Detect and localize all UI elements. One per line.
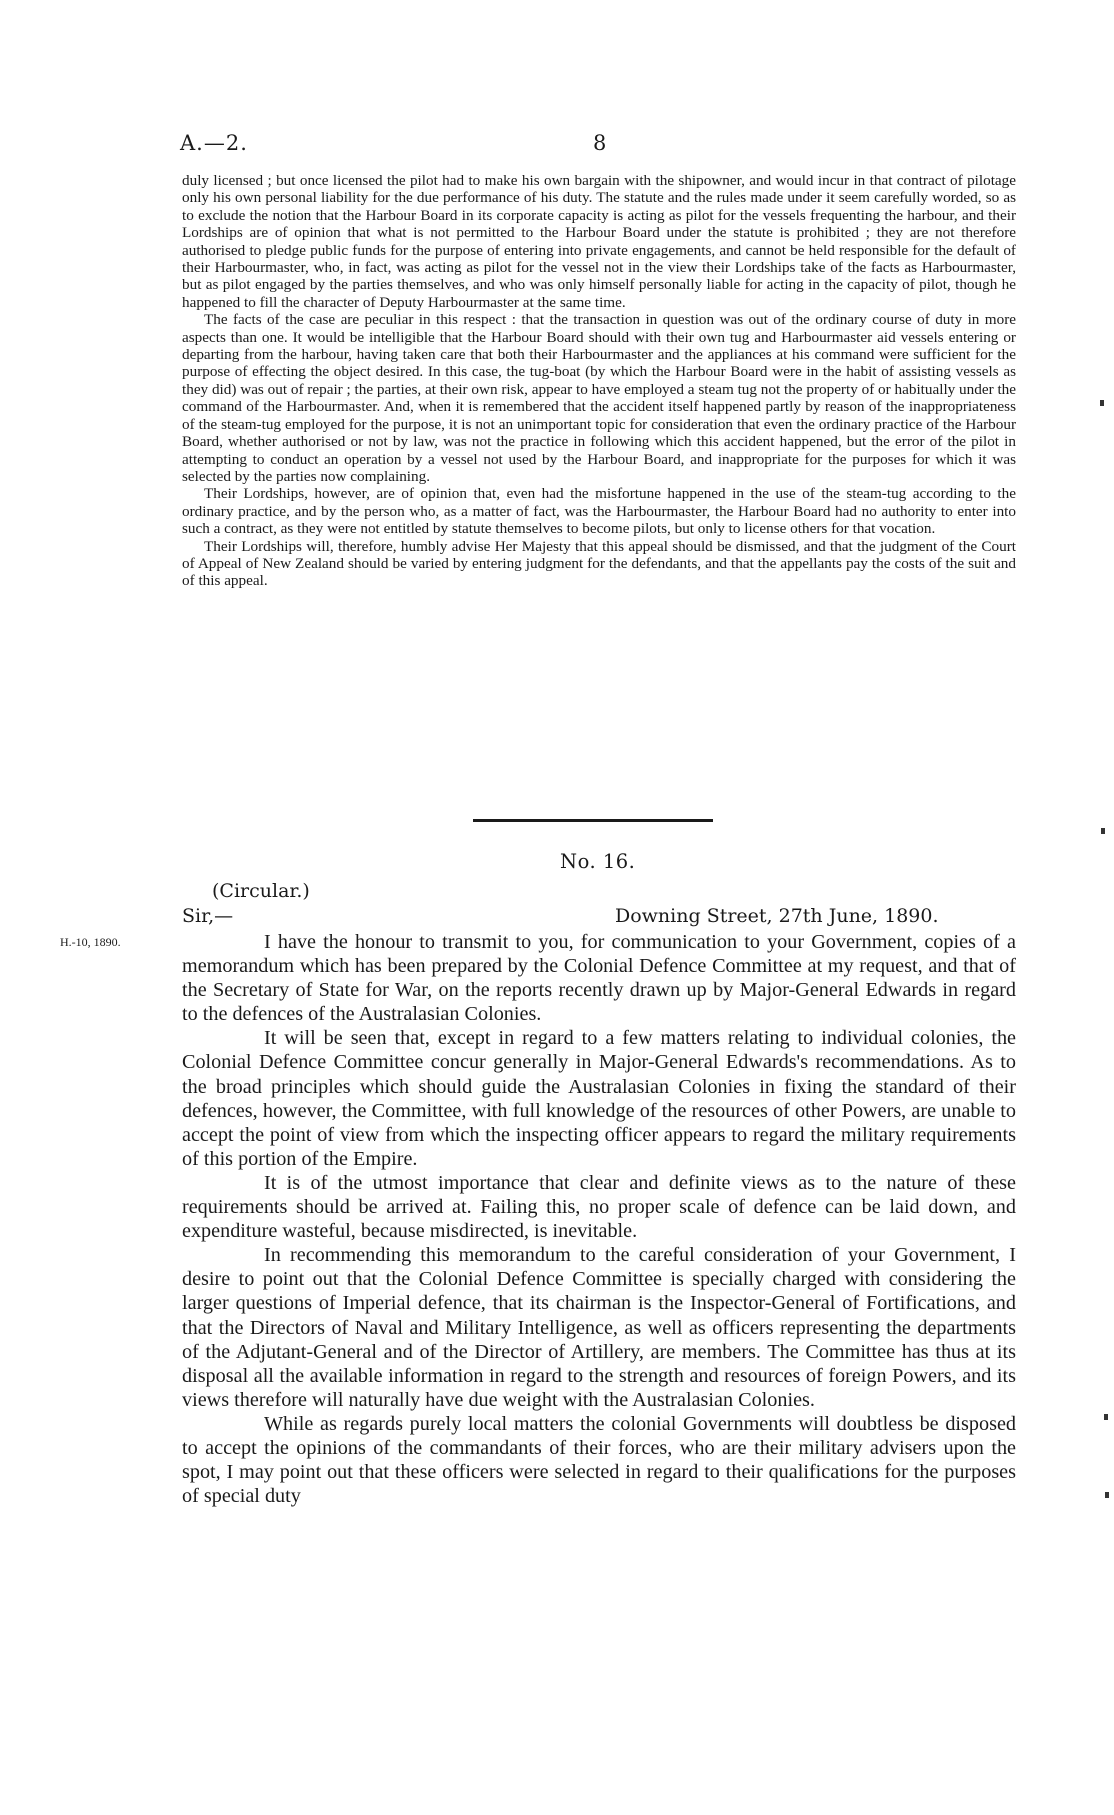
letter-paragraph: It is of the utmost importance that clear and definite views as to the nature of these requirements should be arrived at. Failing this, no proper scale of defence can be laid down, and expenditure wasteful, because misdirected, is inevitable. (182, 1171, 1016, 1243)
letter-body (182, 930, 1016, 1508)
scan-mark (1100, 400, 1104, 406)
scan-mark (1105, 1492, 1109, 1498)
judgment-paragraph: Their Lordships will, therefore, humbly advise Her Majesty that this appeal should be dismissed, and that the judgment of the Court of Appeal of New Zealand should be varied by entering judgment for the defendants, and that the appellants pay the costs of the suit and of this appeal. (182, 537, 1016, 590)
place-date: Downing Street, 27th June, 1890. (615, 905, 939, 927)
salutation: Sir,— (182, 905, 234, 927)
margin-reference: H.-10, 1890. (60, 935, 121, 949)
scan-mark (1101, 828, 1105, 834)
letter-paragraph: While as regards purely local matters the colonial Governments will doubtless be disposed to accept the opinions of the commandants of their forces, who are their military advisers upon the spot, I may point out that these officers were selected in regard to their qualifications for the purposes of special duty (182, 1412, 1016, 1508)
letter-number: No. 16. (560, 850, 636, 873)
letter-paragraph: I have the honour to transmit to you, for communication to your Government, copies of a memorandum which has been prepared by the Colonial Defence Committee at my request, and that of the Secretary of State for War, on the reports recently drawn up by Major-General Edwards in regard to the defences of the Australasian Colonies. (182, 931, 1016, 1026)
letter-paragraph: It will be seen that, except in regard to a few matters relating to individual colonies, the Colonial Defence Committee concur generally in Major-General Edwards's recommendations. As to the broad principles which should guide the Australasian Colonies in fixing the standard of their defences, however, the Committee, with full knowledge of the resources of other Powers, are unable to accept the point of view from which the inspecting officer appears to regard the military requirements of this portion of the Empire. (182, 1027, 1016, 1170)
judgment-paragraph: duly licensed ; but once licensed the pilot had to make his own bargain with the shipowner, and would incur in that contract of pilotage only his own personal liability for the due performance of his duty. The statute and the rules made under it seem carefully worded, so as to exclude the notion that the Harbour Board in its corporate capacity is acting as pilot for the vessels frequenting the harbour, and their Lordships are of opinion that what is not permitted to the Harbour Board under the statute is prohibited ; they are not therefore authorised to pledge public funds for the purpose of entering into private engagements, and cannot be held responsible for the default of their Harbourmaster, who, in fact, was acting as pilot for the vessel not in the view their Lordships take of the facts as Harbourmaster, but as pilot engaged by the parties themselves, and who was only himself personally liable for acting in the capacity of pilot, though he happened to fill the character of Deputy Harbourmaster at the same time. (182, 172, 1016, 311)
section-divider (473, 819, 713, 822)
page-number: 8 (593, 131, 607, 155)
letter-type: (Circular.) (212, 880, 310, 902)
judgment-text (182, 172, 1016, 590)
scan-mark (1104, 1414, 1108, 1420)
judgment-paragraph: Their Lordships, however, are of opinion that, even had the misfortune happened in the use of the steam-tug according to the ordinary practice, and by the person who, as a matter of fact, was the Harbourmaster, the Harbour Board had no authority to enter into such a contract, as they were not entitled by statute themselves to become pilots, but only to license others for that vocation. (182, 485, 1016, 538)
judgment-paragraph: The facts of the case are peculiar in this respect : that the transaction in question was out of the ordinary course of duty in more aspects than one. It would be intelligible that the Harbour Board should with their own tug and Harbourmaster aid vessels entering or departing from the harbour, having taken care that both their Harbourmaster and the appliances at his command were sufficient for the purpose of effecting the object desired. In this case, the tug-boat (by which the Harbour Board were in the habit of assisting vessels as they did) was out of repair ; the parties, at their own risk, appear to have employed a steam tug not the property of or habitually under the command of the Harbourmaster. And, when it is remembered that the accident itself happened partly by reason of the inappropriateness of the steam-tug employed for the purpose, it is not an unimportant topic for consideration that even the ordinary practice of the Harbour Board, whether authorised or not by law, was not the practice in following which this accident happened, but the error of the pilot in attempting to conduct an operation by a vessel not used by the Harbour Board, and inappropriate for the purposes for which it was selected by the parties now complaining. (182, 311, 1016, 485)
document-reference: A.—2. (180, 131, 248, 155)
letter-paragraph: In recommending this memorandum to the careful consideration of your Government, I desire to point out that the Colonial Defence Committee is specially charged with considering the larger questions of Imperial defence, that its chairman is the Inspector-General of Fortifications, and that the Directors of Naval and Military Intelligence, as well as officers representing the departments of the Adjutant-General and of the Director of Artillery, are members. The Committee has thus at its disposal all the available information in regard to the strength and resources of foreign Powers, and its views therefore will naturally have due weight with the Australasian Colonies. (182, 1244, 1016, 1411)
